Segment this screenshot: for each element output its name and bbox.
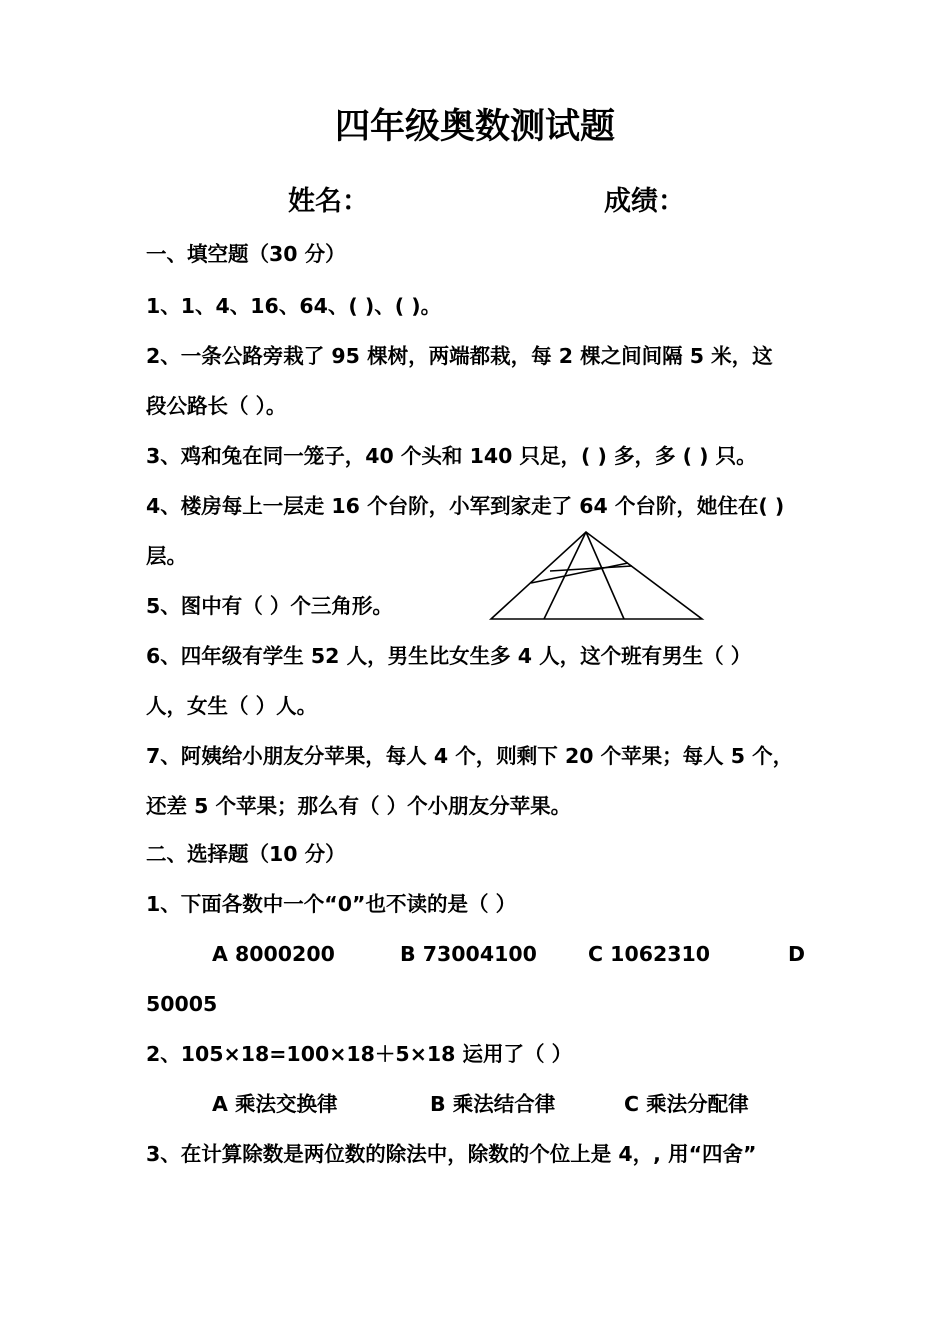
question-1-7: 7、阿姨给小朋友分苹果，每人 4 个，则剩下 20 个苹果；每人 5 个， (146, 744, 794, 768)
section2-heading: 二、选择题（10 分） (146, 842, 346, 866)
question-1-3: 3、鸡和兔在同一笼子，40 个头和 140 只足，( ) 多，多 ( ) 只。 (146, 444, 757, 468)
option-2-2-a: A 乘法交换律 (212, 1092, 338, 1116)
question-1-2: 2、一条公路旁栽了 95 棵树，两端都栽，每 2 棵之间间隔 5 米，这 (146, 344, 773, 368)
triangle-figure (488, 528, 706, 624)
triangle-cevian-2 (586, 532, 624, 619)
question-1-6: 6、四年级有学生 52 人，男生比女生多 4 人，这个班有男生（ ） (146, 644, 752, 668)
option-2-1-d-value: 50005 (146, 992, 218, 1016)
section1-heading: 一、填空题（30 分） (146, 242, 346, 266)
option-2-1-d: D (788, 942, 806, 966)
option-2-2-b: B 乘法结合律 (430, 1092, 556, 1116)
question-1-5: 5、图中有（ ）个三角形。 (146, 594, 393, 618)
question-1-4: 4、楼房每上一层走 16 个台阶，小军到家走了 64 个台阶，她住在( ) (146, 494, 785, 518)
question-2-2: 2、105×18=100×18＋5×18 运用了（ ） (146, 1042, 573, 1066)
question-1-6-cont: 人，女生（ ）人。 (146, 694, 318, 718)
question-1-4-cont: 层。 (146, 544, 187, 568)
question-1-7-cont: 还差 5 个苹果；那么有（ ）个小朋友分苹果。 (146, 794, 572, 818)
option-2-1-c: C 1062310 (588, 942, 711, 966)
option-2-1-b: B 73004100 (400, 942, 537, 966)
page-title: 四年级奥数测试题 (334, 107, 615, 147)
score-label: 成绩： (604, 186, 685, 217)
name-label: 姓名： (288, 186, 369, 217)
triangle-outline (491, 532, 702, 619)
option-2-1-a: A 8000200 (212, 942, 335, 966)
question-2-3: 3、在计算除数是两位数的除法中，除数的个位上是 4，, 用“四舍” (146, 1142, 757, 1166)
question-2-1: 1、下面各数中一个“0”也不读的是（ ） (146, 892, 517, 916)
option-2-2-c: C 乘法分配律 (624, 1092, 749, 1116)
triangle-crossline-1 (531, 563, 628, 583)
question-1-2-cont: 段公路长（ ）。 (146, 394, 287, 418)
question-1-1: 1、1、4、16、64、( )、( )。 (146, 294, 442, 318)
